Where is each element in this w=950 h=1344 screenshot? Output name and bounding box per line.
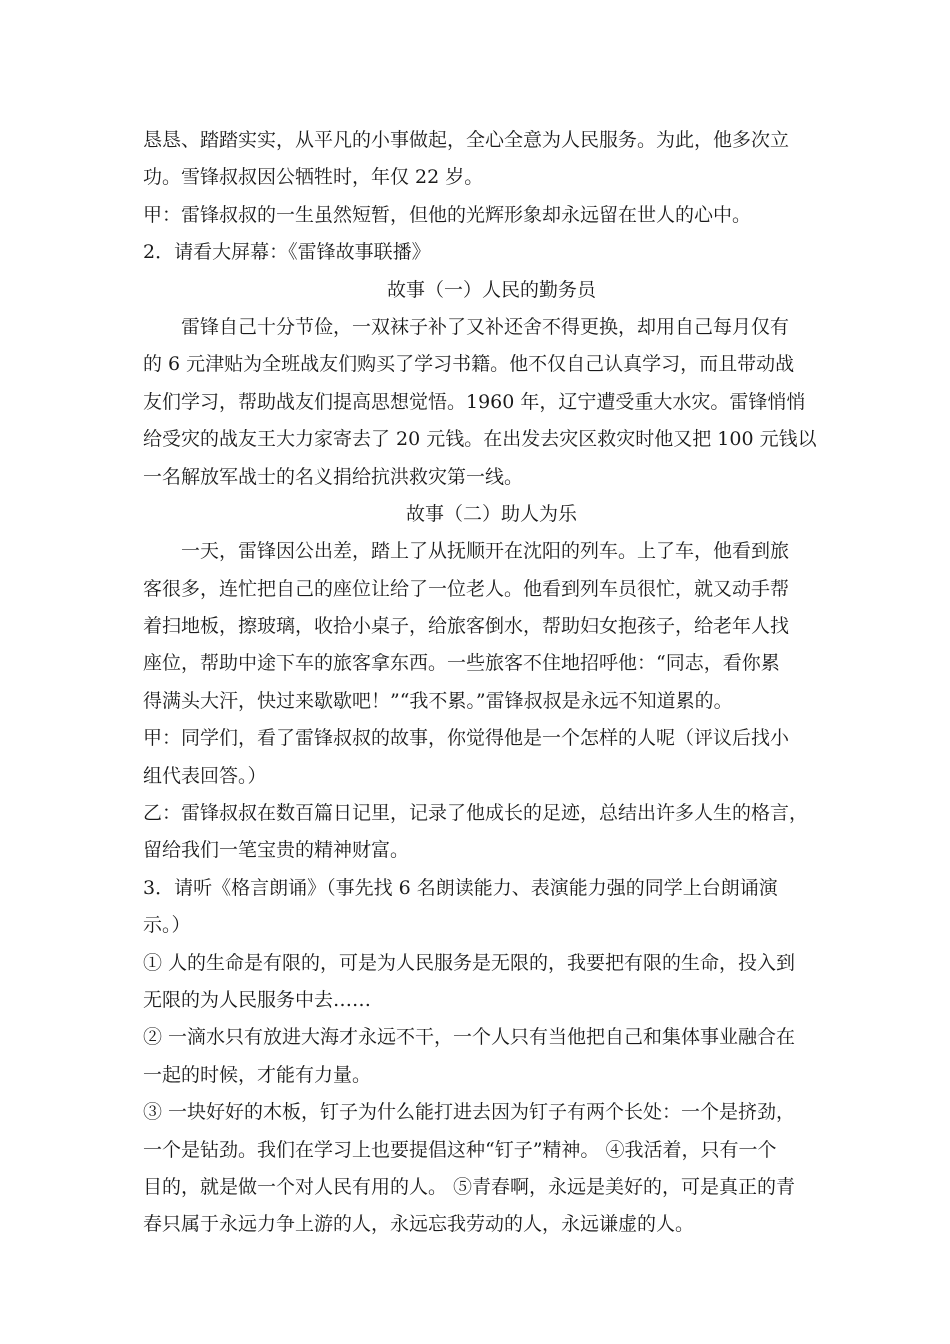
motto-line: 一个是钻劲。我们在学习上也要提倡这种“钉子”精神。 ④我活着，只有一个 (143, 1138, 777, 1161)
text-line: 着扫地板，擦玻璃，收拾小桌子，给旅客倒水，帮助妇女抱孩子，给老年人找 (143, 615, 790, 638)
story-title: 故事（二）助人为乐 (405, 502, 577, 525)
text-line: 给受灾的战友王大力家寄去了 20 元钱。在出发去灾区救灾时他又把 100 元钱以 (143, 428, 817, 451)
text-line: 得满头大汗，快过来歇歇吧！”“我不累。”雷锋叔叔是永远不知道累的。 (143, 689, 733, 712)
story-title: 故事（一）人民的勤务员 (386, 278, 596, 301)
text-line: 的 6 元津贴为全班战友们购买了学习书籍。他不仅自己认真学习，而且带动战 (143, 353, 795, 376)
motto-line: ② 一滴水只有放进大海才永远不干，一个人只有当他把自己和集体事业融合在 (143, 1026, 796, 1049)
dialogue-line: 甲：同学们，看了雷锋叔叔的故事，你觉得他是一个怎样的人呢（评议后找小 (143, 727, 790, 750)
motto-line: 目的，就是做一个对人民有用的人。 ⑤青春啊，永远是美好的，可是真正的青 (143, 1175, 796, 1198)
motto-line: ③ 一块好好的木板，钉子为什么能打进去因为钉子有两个长处：一个是挤劲， (143, 1101, 796, 1124)
text-line: 友们学习，帮助战友们提高思想觉悟。1960 年，辽宁遭受重大水灾。雷锋悄悄 (143, 390, 806, 413)
dialogue-line: 乙：雷锋叔叔在数百篇日记里，记录了他成长的足迹，总结出许多人生的格言， (143, 802, 809, 825)
text-line: 功。雪锋叔叔因公牺牲时，年仅 22 岁。 (143, 166, 484, 189)
dialogue-line: 组代表回答。） (143, 764, 267, 787)
motto-line: 春只属于永远力争上游的人，永远忘我劳动的人，永远谦虚的人。 (143, 1213, 695, 1236)
text-line: 客很多，连忙把自己的座位让给了一位老人。他看到列车员很忙，就又动手帮 (143, 577, 790, 600)
section-heading: 2．请看大屏幕：《雷锋故事联播》 (143, 241, 431, 264)
motto-line: 一起的时候，才能有力量。 (143, 1063, 372, 1086)
dialogue-line: 留给我们一笔宝贵的精神财富。 (143, 839, 410, 862)
text-line: 雷锋自己十分节俭，一双袜子补了又补还舍不得更换，却用自己每月仅有 (181, 315, 790, 338)
section-heading: 3．请听《格言朗诵》（事先找 6 名朗读能力、表演能力强的同学上台朗诵演 (143, 876, 778, 899)
section-heading: 示。） (143, 914, 191, 937)
text-line: 一天，雷锋因公出差，踏上了从抚顺开在沈阳的列车。上了车，他看到旅 (181, 540, 790, 563)
text-line: 座位，帮助中途下车的旅客拿东西。一些旅客不住地招呼他：“同志，看你累 (143, 652, 780, 675)
dialogue-line: 甲：雷锋叔叔的一生虽然短暂，但他的光辉形象却永远留在世人的心中。 (143, 203, 752, 226)
text-line: 一名解放军战士的名义捐给抗洪救灾第一线。 (143, 465, 524, 488)
motto-line: ① 人的生命是有限的，可是为人民服务是无限的，我要把有限的生命，投入到 (143, 951, 796, 974)
text-line: 恳恳、踏踏实实，从平凡的小事做起，全心全意为人民服务。为此，他多次立 (143, 129, 790, 151)
motto-line: 无限的为人民服务中去…… (143, 988, 372, 1011)
